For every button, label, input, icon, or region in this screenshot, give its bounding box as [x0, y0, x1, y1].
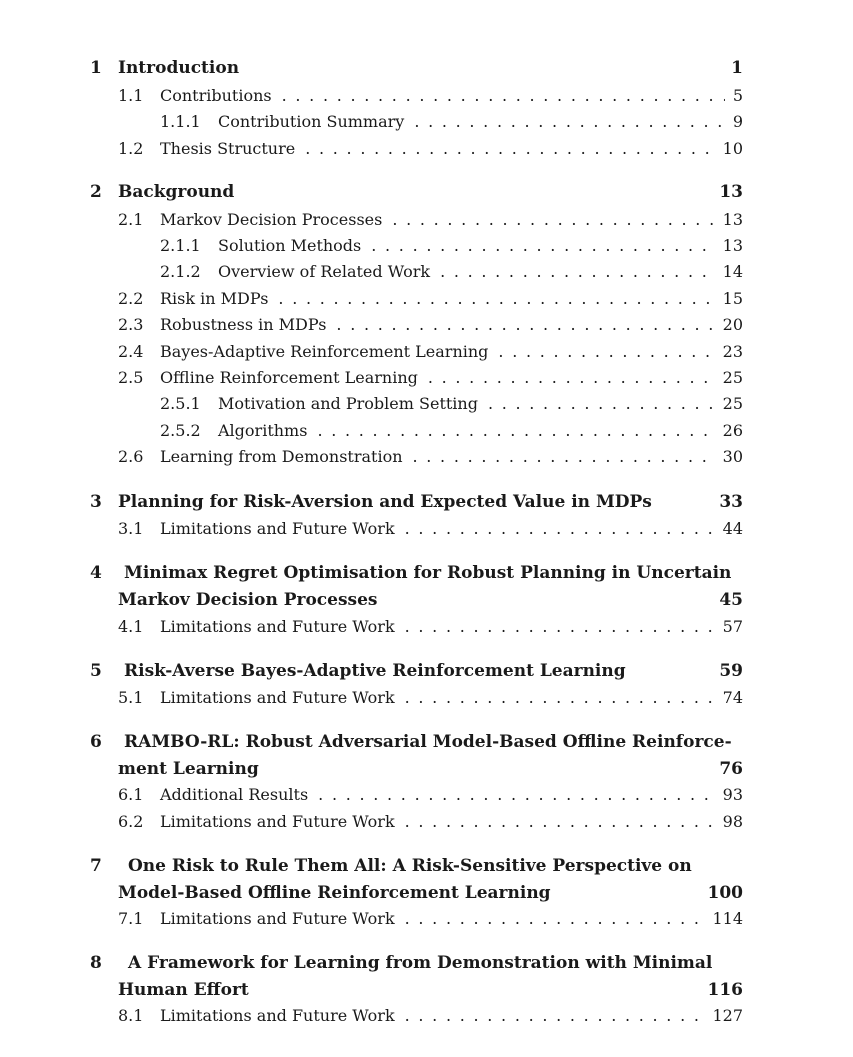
chapter-title-line-1: One Risk to Rule Them All: A Risk-Sensitive Perspective on — [128, 856, 692, 876]
leader-dots — [305, 139, 714, 158]
leader-dots — [498, 342, 714, 361]
leader-dots — [392, 210, 714, 229]
section-number: 2.2 — [118, 289, 144, 308]
toc-entry-1-1-1[interactable] — [160, 112, 743, 131]
chapter-number: 2 — [90, 182, 102, 202]
toc-chapter-7[interactable] — [90, 856, 743, 876]
section-number: 1.1 — [118, 86, 144, 105]
leader-dots — [405, 519, 715, 538]
section-page: 74 — [722, 688, 743, 707]
section-title: Learning from Demonstration — [160, 447, 403, 466]
section-page: 30 — [722, 447, 743, 466]
toc-entry-2-5[interactable] — [118, 368, 743, 387]
toc-entry-6-2[interactable] — [118, 812, 743, 831]
section-number: 2.1 — [118, 210, 144, 229]
toc-entry-6-1[interactable] — [118, 785, 743, 804]
toc-entry-1-2[interactable] — [118, 139, 743, 158]
toc-chapter-6-continued[interactable] — [118, 759, 743, 779]
leader-dots — [428, 368, 715, 387]
chapter-page: 76 — [719, 759, 743, 779]
toc-entry-2-5-2[interactable] — [160, 421, 743, 440]
toc-entry-2-6[interactable] — [118, 447, 743, 466]
section-title: Robustness in MDPs — [160, 315, 327, 334]
leader-dots — [405, 812, 715, 831]
chapter-title: Risk-Averse Bayes-Adaptive Reinforcement Learning — [124, 661, 626, 681]
leader-dots — [282, 86, 725, 105]
chapter-page: 100 — [707, 883, 743, 903]
toc-entry-2-3[interactable] — [118, 315, 743, 334]
chapter-number: 3 — [90, 492, 102, 512]
section-number: 1.2 — [118, 139, 144, 158]
subsection-page: 26 — [722, 421, 743, 440]
leader-dots — [440, 262, 715, 281]
section-number: 8.1 — [118, 1006, 144, 1025]
toc-chapter-6[interactable] — [90, 732, 743, 752]
section-page: 5 — [732, 86, 743, 105]
leader-dots — [405, 688, 715, 707]
section-number: 2.5 — [118, 368, 144, 387]
leader-dots — [278, 289, 714, 308]
section-number: 7.1 — [118, 909, 144, 928]
subsection-page: 14 — [722, 262, 743, 281]
section-title: Limitations and Future Work — [160, 688, 395, 707]
subsection-number: 2.1.2 — [160, 262, 201, 281]
subsection-title: Overview of Related Work — [218, 262, 431, 281]
chapter-title-line-2: Human Effort — [118, 980, 249, 1000]
leader-dots — [371, 236, 714, 255]
toc-entry-2-5-1[interactable] — [160, 394, 743, 413]
toc-entry-1-1[interactable] — [118, 86, 743, 105]
chapter-title-line-1: A Framework for Learning from Demonstration with Minimal — [128, 953, 713, 973]
section-number: 2.4 — [118, 342, 144, 361]
subsection-number: 2.1.1 — [160, 236, 201, 255]
chapter-number: 4 — [90, 563, 102, 583]
toc-entry-8-1[interactable] — [118, 1006, 743, 1025]
leader-dots — [336, 315, 714, 334]
chapter-number: 8 — [90, 953, 102, 973]
chapter-title: Background — [118, 182, 235, 202]
toc-entry-2-4[interactable] — [118, 342, 743, 361]
section-page: 15 — [722, 289, 743, 308]
section-title: Limitations and Future Work — [160, 617, 395, 636]
subsection-page: 13 — [722, 236, 743, 255]
chapter-title-line-2: Markov Decision Processes — [118, 590, 378, 610]
section-page: 98 — [722, 812, 743, 831]
section-number: 3.1 — [118, 519, 144, 538]
toc-entry-7-1[interactable] — [118, 909, 743, 928]
chapter-number: 6 — [90, 732, 102, 752]
toc-chapter-4[interactable] — [90, 563, 743, 583]
section-page: 114 — [712, 909, 743, 928]
toc-entry-2-2[interactable] — [118, 289, 743, 308]
chapter-title-line-1: Minimax Regret Optimisation for Robust Planning in Uncertain — [124, 563, 732, 583]
toc-chapter-8-continued[interactable] — [118, 980, 743, 1000]
section-title: Additional Results — [160, 785, 309, 804]
leader-dots — [488, 394, 715, 413]
section-number: 5.1 — [118, 688, 144, 707]
section-title: Offline Reinforcement Learning — [160, 368, 418, 387]
section-page: 10 — [722, 139, 743, 158]
section-page: 25 — [722, 368, 743, 387]
section-title: Bayes-Adaptive Reinforcement Learning — [160, 342, 489, 361]
section-page: 13 — [722, 210, 743, 229]
chapter-number: 5 — [90, 661, 102, 681]
section-title: Risk in MDPs — [160, 289, 269, 308]
section-page: 20 — [722, 315, 743, 334]
toc-entry-2-1-1[interactable] — [160, 236, 743, 255]
toc-chapter-3[interactable] — [90, 492, 743, 512]
section-title: Limitations and Future Work — [160, 812, 395, 831]
chapter-title-line-2: Model-Based Offline Reinforcement Learning — [118, 883, 551, 903]
section-title: Limitations and Future Work — [160, 909, 395, 928]
subsection-page: 9 — [732, 112, 743, 131]
section-number: 6.2 — [118, 812, 144, 831]
toc-chapter-4-continued[interactable] — [118, 590, 743, 610]
section-page: 44 — [722, 519, 743, 538]
section-number: 6.1 — [118, 785, 144, 804]
section-title: Limitations and Future Work — [160, 519, 395, 538]
chapter-page: 13 — [719, 182, 743, 202]
subsection-title: Motivation and Problem Setting — [218, 394, 478, 413]
section-title: Contributions — [160, 86, 272, 105]
section-page: 57 — [722, 617, 743, 636]
chapter-title-line-2: ment Learning — [118, 759, 259, 779]
leader-dots — [413, 447, 715, 466]
chapter-title: Introduction — [118, 58, 240, 78]
leader-dots — [414, 112, 724, 131]
subsection-page: 25 — [722, 394, 743, 413]
section-page: 93 — [722, 785, 743, 804]
section-number: 2.3 — [118, 315, 144, 334]
leader-dots — [405, 909, 705, 928]
chapter-number: 1 — [90, 58, 102, 78]
chapter-page: 45 — [719, 590, 743, 610]
section-number: 2.6 — [118, 447, 144, 466]
chapter-title: Planning for Risk-Aversion and Expected Value in MDPs — [118, 492, 652, 512]
leader-dots — [318, 785, 714, 804]
section-title: Limitations and Future Work — [160, 1006, 395, 1025]
chapter-page: 33 — [719, 492, 743, 512]
toc-entry-2-1[interactable] — [118, 210, 743, 229]
toc-entry-3-1[interactable] — [118, 519, 743, 538]
leader-dots — [405, 1006, 705, 1025]
chapter-page: 1 — [731, 58, 743, 78]
leader-dots — [405, 617, 715, 636]
subsection-number: 2.5.2 — [160, 421, 201, 440]
chapter-title-line-1: RAMBO-RL: Robust Adversarial Model-Based Offline Reinforce- — [124, 732, 732, 752]
toc-chapter-7-continued[interactable] — [118, 883, 743, 903]
chapter-page: 59 — [719, 661, 743, 681]
chapter-number: 7 — [90, 856, 102, 876]
toc-chapter-5[interactable] — [90, 661, 743, 681]
section-number: 4.1 — [118, 617, 144, 636]
section-title: Markov Decision Processes — [160, 210, 383, 229]
subsection-number: 2.5.1 — [160, 394, 201, 413]
subsection-number: 1.1.1 — [160, 112, 201, 131]
subsection-title: Contribution Summary — [218, 112, 405, 131]
section-title: Thesis Structure — [160, 139, 296, 158]
subsection-title: Algorithms — [218, 421, 308, 440]
toc-entry-2-1-2[interactable] — [160, 262, 743, 281]
subsection-title: Solution Methods — [218, 236, 362, 255]
chapter-page: 116 — [707, 980, 743, 1000]
section-page: 23 — [722, 342, 743, 361]
toc-chapter-1[interactable] — [90, 58, 743, 78]
toc-chapter-8[interactable] — [90, 953, 743, 973]
section-page: 127 — [712, 1006, 743, 1025]
toc-entry-5-1[interactable] — [118, 688, 743, 707]
toc-entry-4-1[interactable] — [118, 617, 743, 636]
leader-dots — [317, 421, 714, 440]
toc-chapter-2[interactable] — [90, 182, 743, 202]
